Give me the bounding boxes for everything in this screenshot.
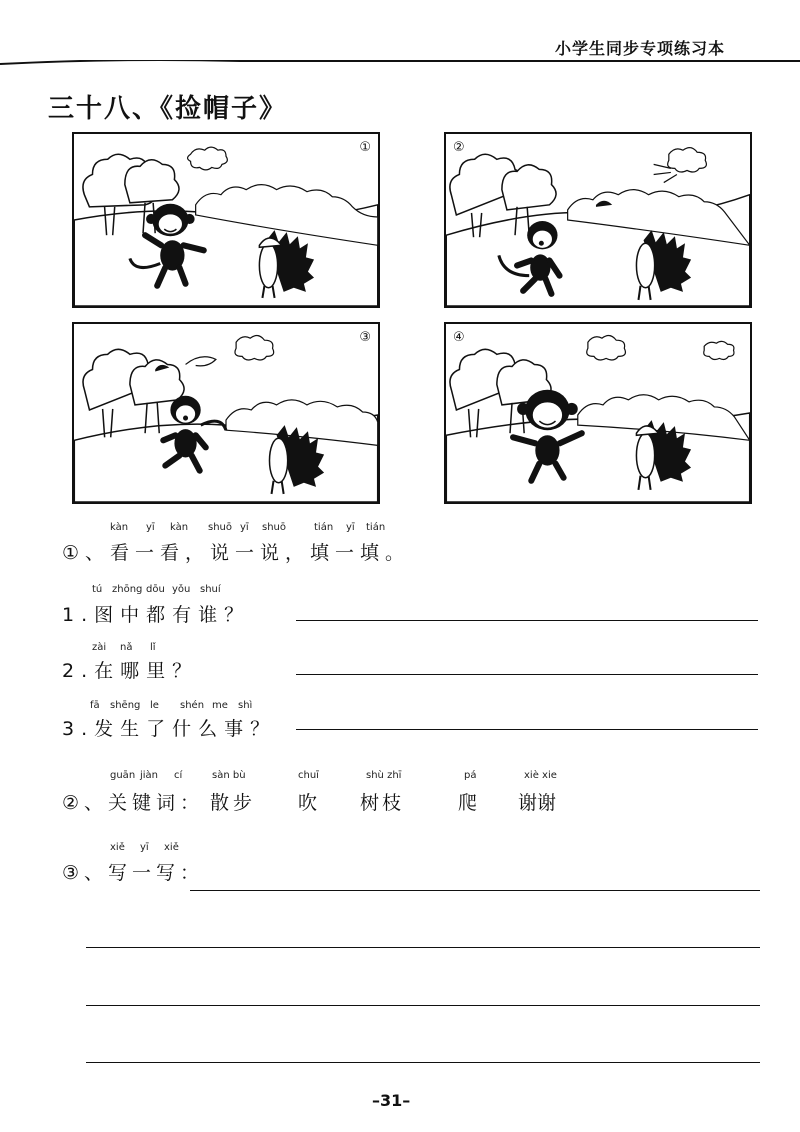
pinyin: tú (92, 584, 103, 595)
keyword: 爬 (458, 792, 478, 814)
pinyin: shù zhī (366, 770, 402, 781)
book-title: 小学生同步专项练习本 (555, 39, 726, 58)
question-2: 2.在哪里？ (62, 660, 199, 682)
pinyin: yǒu (172, 584, 191, 595)
lesson-title: 三十八、《捡帽子》 (48, 94, 288, 124)
illustration-panel-3 (72, 322, 380, 504)
section3-heading: ③、写一写： (62, 862, 205, 884)
pinyin: lǐ (150, 642, 156, 653)
pinyin: zhōng (112, 584, 143, 595)
pinyin: cí (174, 770, 183, 781)
pinyin: me (212, 700, 228, 711)
panel-number: ① (359, 140, 371, 155)
question-1: 1.图中都有谁？ (62, 604, 251, 626)
pinyin: shēng (110, 700, 141, 711)
panel-4-scene (446, 324, 750, 502)
pinyin: nǎ (120, 642, 133, 653)
keyword: 谢谢 (518, 792, 557, 814)
pinyin: yī (140, 842, 149, 853)
writing-line-2[interactable] (86, 947, 760, 948)
pinyin: xiè xie (524, 770, 557, 781)
answer-line-1[interactable] (296, 620, 758, 621)
pinyin: zài (92, 642, 107, 653)
panel-number: ③ (359, 330, 371, 345)
keyword: 树枝 (360, 792, 405, 814)
keyword: 吹 (298, 792, 318, 814)
pinyin: shuō (208, 522, 233, 533)
panel-3-scene (74, 324, 378, 502)
pinyin: shuí (200, 584, 221, 595)
pinyin: shén (180, 700, 205, 711)
pinyin: kàn (110, 522, 129, 533)
illustration-panel-1 (72, 132, 380, 308)
keywords-label: ②、关键词： (62, 792, 205, 814)
pinyin: dōu (146, 584, 165, 595)
pinyin: yī (346, 522, 355, 533)
writing-line-4[interactable] (86, 1062, 760, 1063)
pinyin: shì (238, 700, 253, 711)
page-number: –31– (372, 1091, 411, 1110)
pinyin: tián (314, 522, 334, 533)
writing-line-3[interactable] (86, 1005, 760, 1006)
pinyin: yī (146, 522, 155, 533)
pinyin: kàn (170, 522, 189, 533)
panel-number: ② (453, 140, 465, 155)
section1-heading: ①、看一看，说一说，填一填。 (62, 542, 411, 564)
illustration-panel-2 (444, 132, 752, 308)
pinyin: xiě (164, 842, 179, 853)
pinyin: le (150, 700, 159, 711)
pinyin: shuō (262, 522, 287, 533)
panel-number: ④ (453, 330, 465, 345)
pinyin: yī (240, 522, 249, 533)
keyword: 散步 (210, 792, 257, 814)
panel-1-scene (74, 134, 378, 306)
pinyin: xiě (110, 842, 125, 853)
answer-line-3[interactable] (296, 729, 758, 730)
pinyin: chuī (298, 770, 319, 781)
panel-2-scene (446, 134, 750, 306)
pinyin: sàn bù (212, 770, 246, 781)
pinyin: jiàn (140, 770, 159, 781)
pinyin: guān (110, 770, 136, 781)
pinyin: fā (90, 700, 100, 711)
answer-line-2[interactable] (296, 674, 758, 675)
illustration-panel-4 (444, 322, 752, 504)
writing-line-1[interactable] (190, 890, 760, 891)
pinyin: pá (464, 770, 477, 781)
question-3: 3.发生了什么事？ (62, 718, 277, 740)
pinyin: tián (366, 522, 386, 533)
